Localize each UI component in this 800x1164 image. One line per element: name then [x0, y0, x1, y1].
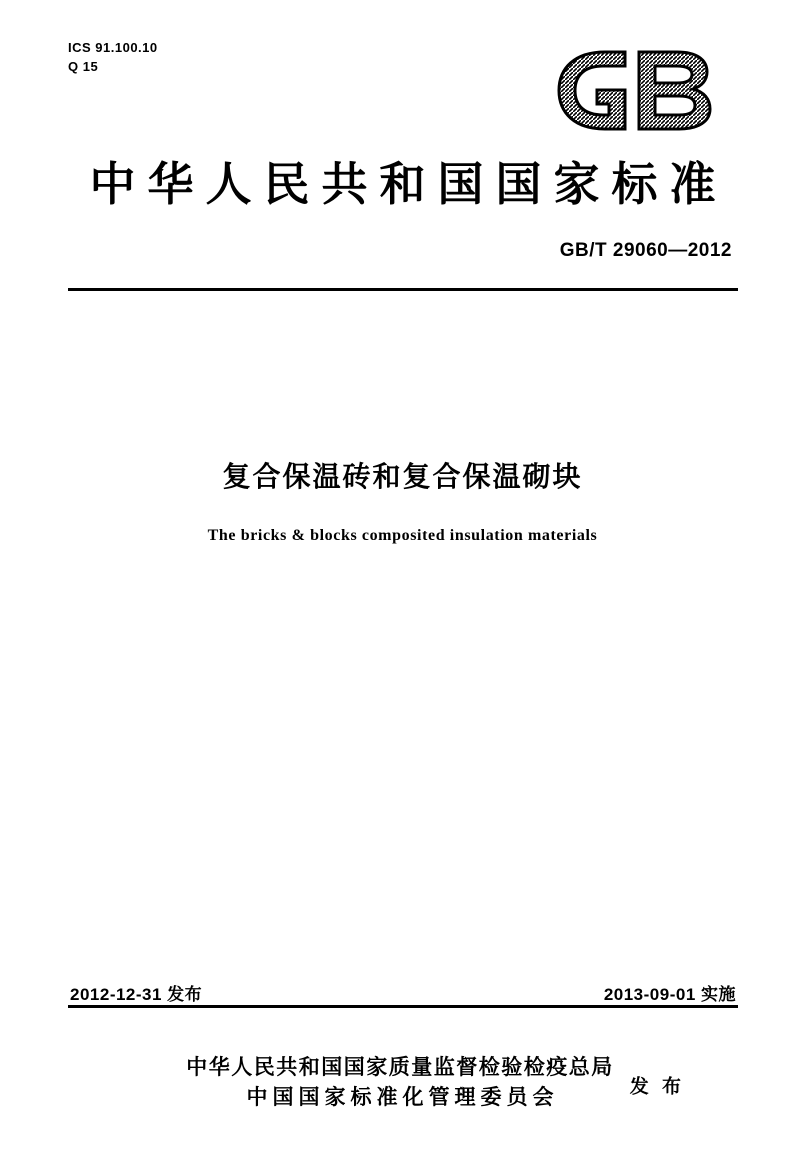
classification-codes	[68, 38, 158, 76]
issuing-authorities	[0, 1053, 800, 1113]
ics-code: ICS 91.100.10	[68, 40, 158, 55]
issuer-line-1: 中华人民共和国国家质量监督检验检疫总局	[186, 1056, 614, 1079]
class-code: Q 15	[68, 59, 99, 74]
implementation-date: 2013-09-01 实施	[603, 985, 736, 1004]
issue-date: 2012-12-31 发布	[70, 985, 203, 1004]
page-title: 中华人民共和国国家标准	[89, 158, 728, 210]
issuer-names	[186, 1053, 686, 1113]
divider-top	[68, 288, 738, 291]
publish-label: 发 布	[629, 1076, 686, 1098]
document-title-english: The bricks & blocks composited insulation materials	[207, 527, 598, 544]
divider-bottom	[68, 1005, 738, 1008]
gb-logo-icon	[553, 48, 738, 133]
standard-number: GB/T 29060—2012	[559, 240, 732, 261]
issuer-line-2: 中国国家标准化管理委员会	[246, 1086, 559, 1109]
document-title-chinese: 复合保温砖和复合保温砌块	[222, 461, 583, 492]
